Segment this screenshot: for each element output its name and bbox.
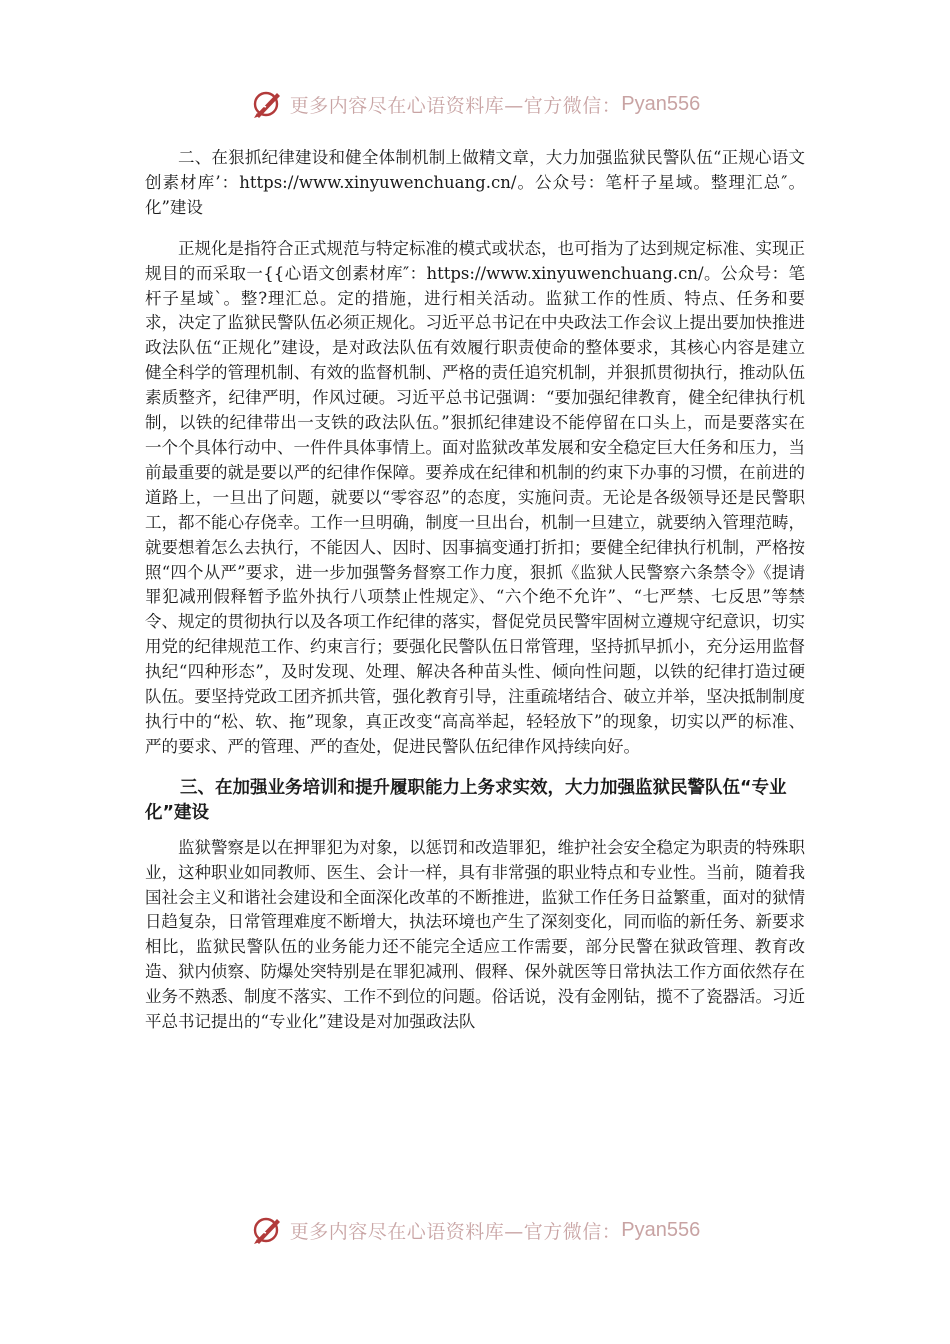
- pen-logo-icon: [250, 87, 284, 121]
- watermark-banner-top: [0, 84, 950, 124]
- document-body: [145, 146, 805, 1035]
- section-three-heading: 三、在加强业务培训和提升履职能力上务求实效，大力加强监狱民警队伍“专业化”建设: [145, 777, 787, 823]
- watermark-wechat-id: Pyan556: [621, 1218, 701, 1241]
- watermark-text: 更多内容尽在心语资料库—官方微信：: [289, 94, 622, 117]
- watermark-wechat-id: Pyan556: [621, 92, 701, 115]
- body-paragraph-regularization: 正规化是指符合正式规范与特定标准的模式或状态，也可指为了达到规定标准、实现正规目的而采取一{{心语文创素材库″：https://www.xinyuwenchuang.cn/。公众号：笔杆子星域`。整?理汇总。定的措施，进行相关活动。监狱工作的性质、特点、任务和要求，决定了监狱民警队伍必须正规化。习近平总书记在中央政法工作会议上提出要加快推进政法队伍“正规化”建设，是对政法队伍有效履行职责使命的整体要求，其核心内容是建立健全科学的管理机制、有效的监督机制、严格的责任追究机制，并狠抓贯彻执行，推动队伍素质整齐，纪律严明，作风过硬。习近平总书记强调：“要加强纪律教育，健全纪律执行机制，以铁的纪律带出一支铁的政法队伍。”狠抓纪律建设不能停留在口头上，而是要落实在一个个具体行动中、一件件具体事情上。面对监狱改革发展和安全稳定巨大任务和压力，当前最重要的就是要以严的纪律作保障。要养成在纪律和机制的约束下办事的习惯，在前进的道路上，一旦出了问题，就要以“零容忍”的态度，实施问责。无论是各级领导还是民警职工，都不能心存侥幸。工作一旦明确，制度一旦出台，机制一旦建立，就要纳入管理范畴，就要想着怎么去执行，不能因人、因时、因事搞变通打折扣；要健全纪律执行机制，严格按照“四个从严”要求，进一步加强警务督察工作力度，狠抓《监狱人民警察六条禁令》《提请罪犯减刑假释暂予监外执行八项禁止性规定》、“六个绝不允许”、“七严禁、七反思”等禁令、规定的贯彻执行以及各项工作纪律的落实，督促党员民警牢固树立遵规守纪意识，切实用党的纪律规范工作、约束言行；要强化民警队伍日常管理，坚持抓早抓小，充分运用监督执纪“四种形态”，及时发现、处理、解决各种苗头性、倾向性问题，以铁的纪律打造过硬队伍。要坚持党政工团齐抓共管，强化教育引导，注重疏堵结合、破立并举，坚决抵制制度执行中的“松、软、拖”现象，真正改变“高高举起，轻轻放下”的现象，切实以严的标准、严的要求、严的管理、严的查处，促进民警队伍纪律作风持续向好。: [145, 238, 805, 756]
- watermark-banner-bottom: [0, 1210, 950, 1250]
- pen-logo-icon: [250, 1213, 284, 1247]
- body-paragraph-professionalization: 监狱警察是以在押罪犯为对象，以惩罚和改造罪犯，维护社会安全稳定为职责的特殊职业，这种职业如同教师、医生、会计一样，具有非常强的职业特点和专业性。当前，随着我国社会主义和谐社会建设和全面深化改革的不断推进，监狱工作任务日益繁重，面对的狱情日趋复杂，日常管理难度不断增大，执法环境也产生了深刻变化，同而临的新任务、新要求相比，监狱民警队伍的业务能力还不能完全适应工作需要，部分民警在狱政管理、教育改造、狱内侦察、防爆处突特别是在罪犯减刑、假释、保外就医等日常执法工作方面依然存在业务不熟悉、制度不落实、工作不到位的问题。俗话说，没有金刚钻，揽不了瓷器活。习近平总书记提出的“专业化”建设是对加强政法队: [145, 837, 805, 1032]
- watermark-group: [250, 1213, 700, 1247]
- section-two-heading-paragraph: 二、在狠抓纪律建设和健全体制机制上做精文章，大力加强监狱民警队伍“正规心语文创素材库’：https://www.xinyuwenchuang.cn/。公众号：笔杆子星域。整理汇总″。化”建设: [145, 148, 805, 217]
- watermark-text: 更多内容尽在心语资料库—官方微信：: [289, 1220, 622, 1243]
- watermark-group: [250, 87, 700, 121]
